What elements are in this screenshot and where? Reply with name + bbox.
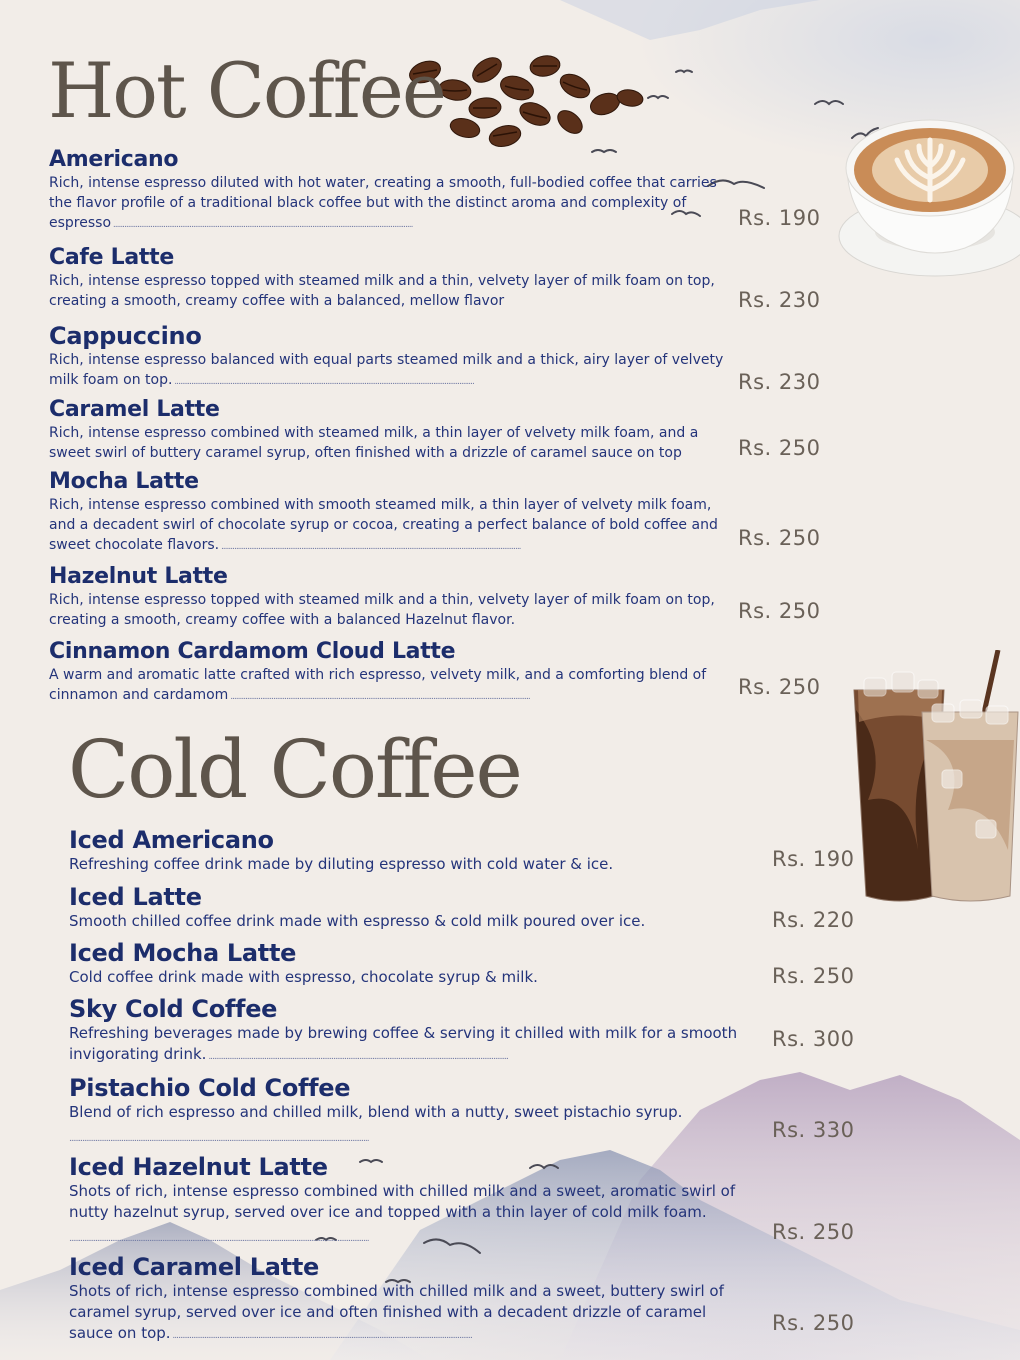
item-price: Rs. 300 [772, 1027, 855, 1051]
menu-item [49, 245, 731, 311]
menu-item [69, 1074, 749, 1144]
item-name: Iced Mocha Latte [69, 939, 297, 967]
menu-item [69, 826, 749, 875]
item-price: Rs. 190 [738, 206, 821, 230]
menu-item [69, 1253, 749, 1344]
item-name: Iced Americano [69, 826, 274, 854]
item-description: Blend of rich espresso and chilled milk, blend with a nutty, sweet pistachio syrup. ..... [69, 1102, 749, 1144]
item-price: Rs. 250 [738, 526, 821, 550]
menu-item [69, 939, 749, 988]
item-name: Sky Cold Coffee [69, 995, 278, 1023]
menu-item [49, 469, 731, 555]
item-description: Cold coffee drink made with espresso, chocolate syrup & milk. ..... [69, 967, 749, 988]
iced-coffee-image [848, 650, 1020, 910]
item-description: Rich, intense espresso diluted with hot water, creating a smooth, full-bodied coffee that carries the flavor profile of a traditional black coffee but with the distinct aroma and complexity of espresso ..... [49, 173, 731, 233]
item-description: Rich, intense espresso balanced with equal parts steamed milk and a thick, airy layer of velvety milk foam on top. ..... [49, 350, 731, 390]
item-description: Rich, intense espresso topped with steamed milk and a thin, velvety layer of milk foam on top, creating a smooth, creamy coffee with a balanced Hazelnut flavor. ..... [49, 590, 731, 630]
item-price: Rs. 250 [738, 675, 821, 699]
item-description: Shots of rich, intense espresso combined with chilled milk and a sweet, buttery swirl of caramel syrup, served over ice and often finished with a decadent drizzle of caramel sauce on top. ..... [69, 1281, 749, 1344]
item-price: Rs. 250 [772, 1220, 855, 1244]
item-name: Iced Hazelnut Latte [69, 1153, 328, 1181]
item-price: Rs. 250 [772, 1311, 855, 1335]
menu-item [69, 995, 749, 1065]
item-name: Pistachio Cold Coffee [69, 1074, 351, 1102]
menu-item [69, 1153, 749, 1244]
item-description: A warm and aromatic latte crafted with rich espresso, velvety milk, and a comforting blend of cinnamon and cardamom ..... [49, 665, 731, 705]
item-name: Americano [49, 147, 179, 172]
item-price: Rs. 330 [772, 1118, 855, 1142]
item-name: Cafe Latte [49, 245, 174, 270]
item-description: Refreshing coffee drink made by diluting espresso with cold water & ice. ..... [69, 854, 749, 875]
hot-coffee-title: Hot Coffee [48, 46, 445, 135]
item-price: Rs. 250 [738, 599, 821, 623]
menu-item [49, 397, 731, 463]
menu-item [49, 639, 731, 705]
item-price: Rs. 230 [738, 288, 821, 312]
item-price: Rs. 220 [772, 908, 855, 932]
item-price: Rs. 250 [772, 964, 855, 988]
item-description: Refreshing beverages made by brewing coffee & serving it chilled with milk for a smooth invigorating drink. ..... [69, 1023, 749, 1065]
item-name: Hazelnut Latte [49, 564, 228, 589]
item-name: Iced Caramel Latte [69, 1253, 319, 1281]
item-price: Rs. 230 [738, 370, 821, 394]
item-name: Iced Latte [69, 883, 202, 911]
item-price: Rs. 190 [772, 847, 855, 871]
menu-item [49, 564, 731, 630]
menu-item [49, 147, 731, 233]
item-description: Shots of rich, intense espresso combined with chilled milk and a sweet, aromatic swirl of nutty hazelnut syrup, served over ice and topped with a thin layer of cold milk foam. ..... [69, 1181, 749, 1244]
item-name: Caramel Latte [49, 397, 220, 422]
cold-coffee-title: Cold Coffee [68, 723, 521, 816]
item-description: Smooth chilled coffee drink made with espresso & cold milk poured over ice. ..... [69, 911, 749, 932]
item-name: Mocha Latte [49, 469, 199, 494]
menu-item [69, 883, 749, 932]
item-price: Rs. 250 [738, 436, 821, 460]
menu-item [49, 322, 731, 390]
item-name: Cappuccino [49, 322, 202, 350]
item-description: Rich, intense espresso combined with steamed milk, a thin layer of velvety milk foam, and a sweet swirl of buttery caramel syrup, often finished with a drizzle of caramel sauce on top ..... [49, 423, 731, 463]
item-description: Rich, intense espresso topped with steamed milk and a thin, velvety layer of milk foam on top, creating a smooth, creamy coffee with a balanced, mellow flavor ..... [49, 271, 731, 311]
latte-cup-image [835, 108, 1020, 278]
item-description: Rich, intense espresso combined with smooth steamed milk, a thin layer of velvety milk foam, and a decadent swirl of chocolate syrup or cocoa, creating a perfect balance of bold coffee and sweet chocolate flavors. ..... [49, 495, 731, 555]
item-name: Cinnamon Cardamom Cloud Latte [49, 639, 456, 664]
